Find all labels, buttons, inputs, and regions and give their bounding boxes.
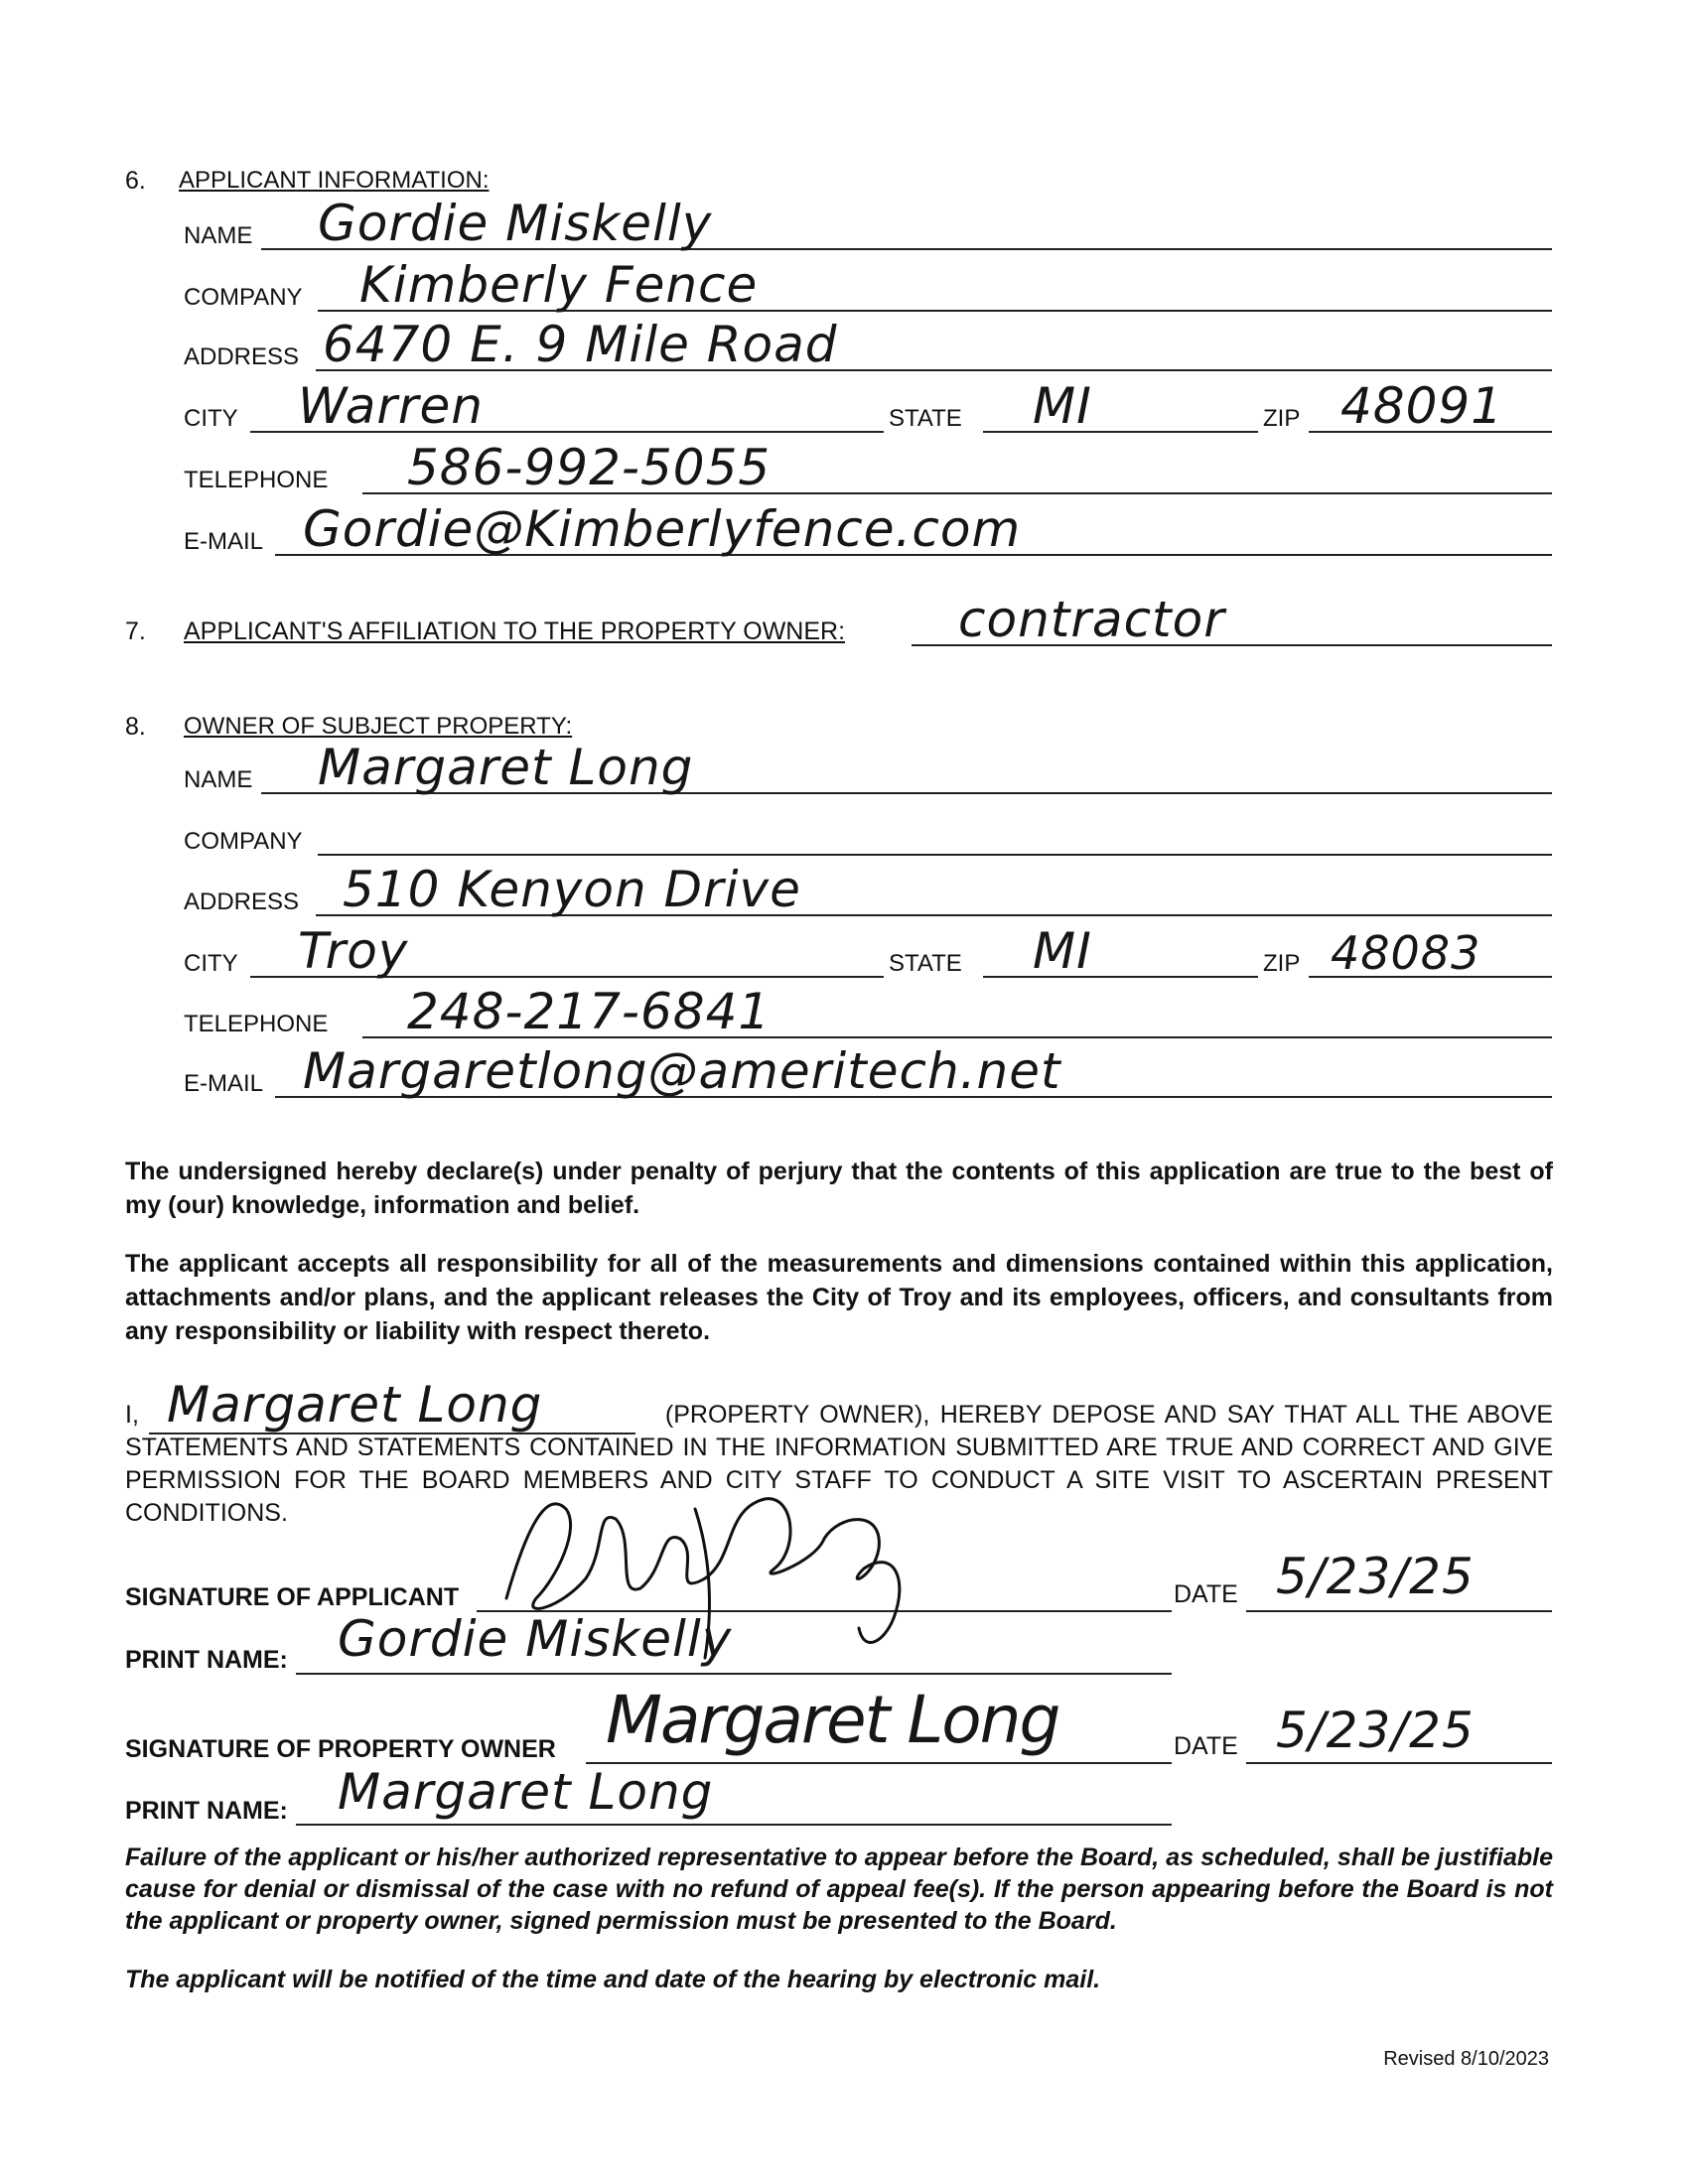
applicant-city-label: CITY — [184, 405, 238, 432]
applicant-city-row — [0, 379, 1688, 437]
applicant-address-row — [0, 318, 1688, 375]
owner-state-value[interactable]: MI — [1033, 922, 1092, 980]
applicant-date-label: DATE — [1174, 1580, 1238, 1608]
owner-address-value[interactable]: 510 Kenyon Drive — [343, 861, 801, 918]
applicant-signature-label: SIGNATURE OF APPLICANT — [125, 1583, 460, 1611]
owner-signature-value[interactable]: Margaret Long — [606, 1682, 1059, 1758]
applicant-zip-label: ZIP — [1263, 405, 1301, 432]
applicant-zip-value[interactable]: 48091 — [1340, 377, 1504, 435]
applicant-email-row — [0, 502, 1688, 560]
applicant-state-label: STATE — [889, 405, 962, 432]
owner-address-row — [0, 863, 1688, 920]
owner-print-line — [296, 1824, 1172, 1826]
owner-date-value[interactable]: 5/23/25 — [1276, 1702, 1475, 1759]
owner-zip-value[interactable]: 48083 — [1331, 926, 1481, 980]
perjury-declaration: The undersigned hereby declare(s) under penalty of perjury that the contents of this application are true to the best of my (our) knowledge, information and belief. — [125, 1158, 1553, 1219]
owner-company-line — [318, 854, 1552, 856]
applicant-print-line — [296, 1673, 1172, 1675]
owner-telephone-label: TELEPHONE — [184, 1011, 329, 1037]
owner-email-label: E-MAIL — [184, 1070, 264, 1097]
owner-state-label: STATE — [889, 950, 962, 977]
affiliation-value[interactable]: contractor — [958, 591, 1225, 648]
owner-email-value[interactable]: Margaretlong@ameritech.net — [303, 1042, 1061, 1100]
applicant-name-label: NAME — [184, 222, 253, 249]
section-6-number: 6. — [125, 167, 146, 195]
affiliation-row — [0, 593, 1688, 650]
applicant-date-value[interactable]: 5/23/25 — [1276, 1548, 1475, 1605]
owner-state-line — [983, 976, 1258, 978]
applicant-state-line — [983, 431, 1258, 433]
notification-notice: The applicant will be notified of the time and date of the hearing by electronic mail. — [125, 1966, 1101, 1993]
depose-text: (PROPERTY OWNER), HEREBY DEPOSE AND SAY THAT ALL THE ABOVE STATEMENTS AND STATEMENTS CONTAINED IN THE INFORMATION SUBMITTED ARE TRUE AND CORRECT AND GIVE PERMISSION FOR THE BOARD MEMBERS AND CITY STAFF TO CONDUCT A SITE VISIT TO ASCERTAIN PRESENT CONDITIONS. — [125, 1401, 1553, 1527]
owner-company-label: COMPANY — [184, 828, 303, 855]
applicant-email-label: E-MAIL — [184, 528, 264, 555]
owner-signature-label: SIGNATURE OF PROPERTY OWNER — [125, 1735, 556, 1763]
applicant-city-value[interactable]: Warren — [298, 377, 484, 435]
applicant-print-label: PRINT NAME: — [125, 1646, 288, 1674]
owner-city-label: CITY — [184, 950, 238, 977]
owner-city-value[interactable]: Troy — [298, 922, 409, 980]
applicant-address-value[interactable]: 6470 E. 9 Mile Road — [323, 316, 838, 373]
applicant-name-value[interactable]: Gordie Miskelly — [318, 195, 713, 252]
owner-print-value[interactable]: Margaret Long — [338, 1763, 714, 1821]
depose-name-value[interactable]: Margaret Long — [167, 1376, 543, 1433]
owner-date-line — [1246, 1762, 1552, 1764]
applicant-print-value[interactable]: Gordie Miskelly — [338, 1610, 733, 1668]
owner-address-label: ADDRESS — [184, 888, 300, 915]
applicant-telephone-label: TELEPHONE — [184, 467, 329, 493]
owner-company-row — [0, 802, 1688, 860]
applicant-telephone-value[interactable]: 586-992-5055 — [407, 439, 772, 496]
owner-telephone-row — [0, 985, 1688, 1042]
applicant-state-value[interactable]: MI — [1033, 377, 1092, 435]
owner-name-label: NAME — [184, 766, 253, 793]
section-8-number: 8. — [125, 713, 146, 741]
owner-print-label: PRINT NAME: — [125, 1797, 288, 1825]
owner-name-row — [0, 741, 1688, 798]
owner-telephone-value[interactable]: 248-217-6841 — [407, 983, 772, 1040]
applicant-email-value[interactable]: Gordie@Kimberlyfence.com — [303, 500, 1022, 558]
applicant-name-row — [0, 197, 1688, 254]
section-8-title: OWNER OF SUBJECT PROPERTY: — [184, 713, 573, 740]
applicant-company-value[interactable]: Kimberly Fence — [359, 256, 759, 314]
applicant-company-label: COMPANY — [184, 284, 303, 311]
applicant-company-row — [0, 258, 1688, 316]
responsibility-statement: The applicant accepts all responsibility for all of the measurements and dimensions contained within this application, attachments and/or plans, and the applicant releases the City of Troy and its employees, officers, and consultants from any responsibility or liability with respect thereto. — [125, 1250, 1553, 1345]
section-7-number: 7. — [125, 617, 146, 645]
owner-zip-label: ZIP — [1263, 950, 1301, 977]
owner-email-row — [0, 1044, 1688, 1102]
owner-date-label: DATE — [1174, 1732, 1238, 1760]
owner-city-row — [0, 924, 1688, 982]
revised-date: Revised 8/10/2023 — [1383, 2048, 1549, 2070]
section-7-title: APPLICANT'S AFFILIATION TO THE PROPERTY OWNER: — [184, 617, 846, 645]
depose-prefix: I, — [125, 1401, 139, 1429]
applicant-date-line — [1246, 1610, 1552, 1612]
applicant-address-label: ADDRESS — [184, 343, 300, 370]
failure-notice: Failure of the applicant or his/her authorized representative to appear before the Board, as scheduled, shall be justifiable cause for denial or dismissal of the case with no refund of appeal fee(s). If the person appearing before the Board is not the applicant or property owner, signed permission must be presented to the Board. — [125, 1843, 1553, 1935]
applicant-telephone-row — [0, 441, 1688, 498]
owner-name-value[interactable]: Margaret Long — [318, 739, 694, 796]
section-6-title: APPLICANT INFORMATION: — [179, 167, 490, 194]
